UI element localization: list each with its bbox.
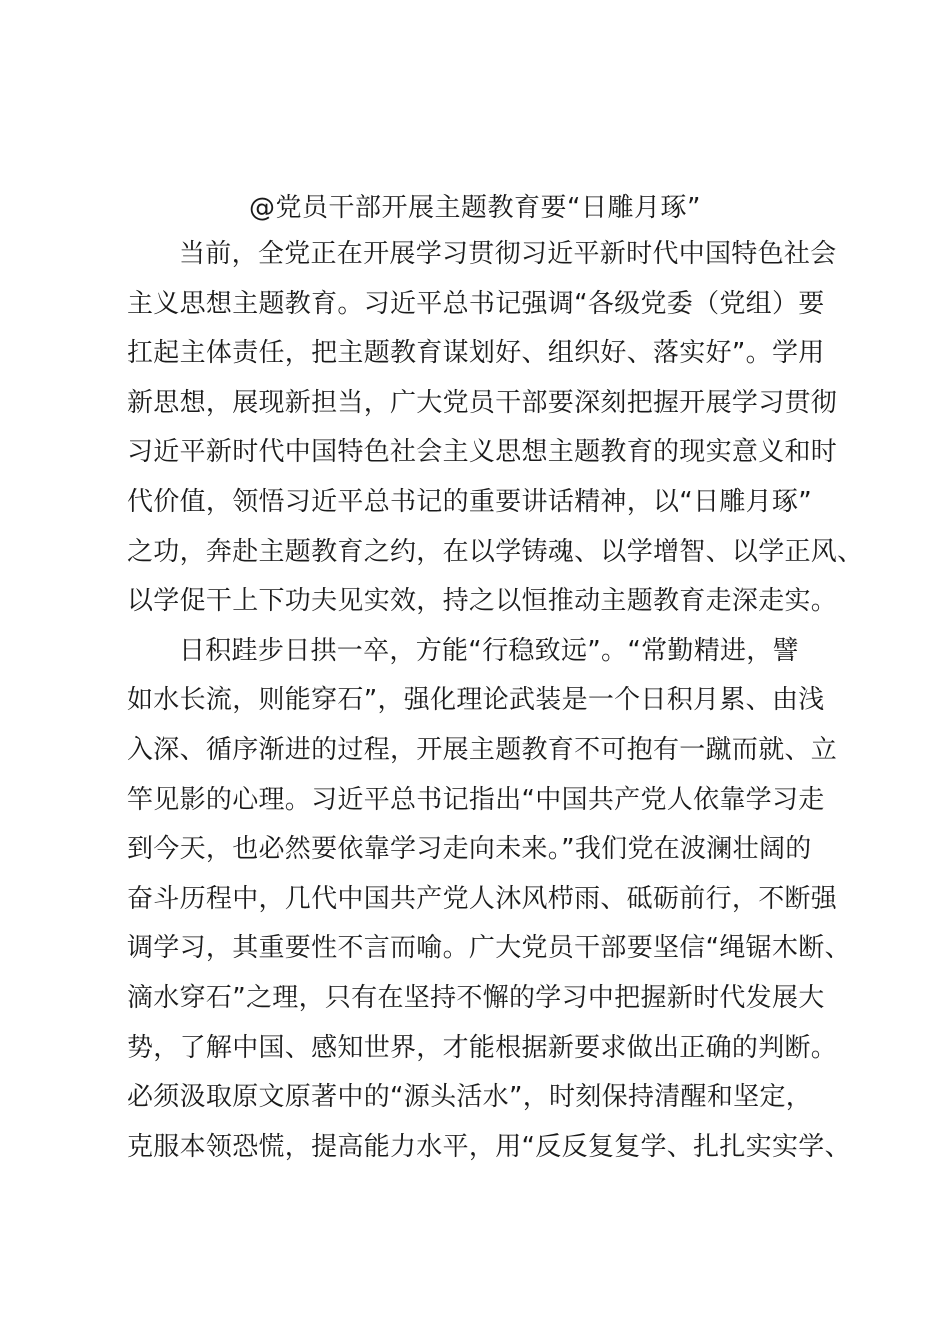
document-title: @党员干部开展主题教育要“日雕月琢” [249, 193, 701, 223]
text-line: 滴水穿石”之理，只有在坚持不懈的学习中把握新时代发展大 [127, 982, 825, 1013]
text-line: 以学促干上下功夫见实效，持之以恒推动主题教育走深走实。 [127, 586, 838, 617]
text-line: 奋斗历程中，几代中国共产党人沐风栉雨、砥砺前行，不断强 [127, 883, 838, 914]
document-body [127, 230, 864, 1172]
text-line: 扛起主体责任，把主题教育谋划好、组织好、落实好”。学用 [127, 338, 825, 369]
text-line: 入深、循序渐进的过程，开展主题教育不可抱有一蹴而就、立 [127, 734, 838, 765]
paragraph-2 [127, 627, 851, 1173]
text-line: 新思想，展现新担当，广大党员干部要深刻把握开展学习贯彻 [127, 387, 838, 418]
text-line: 到今天，也必然要依靠学习走向未来。”我们党在波澜壮阔的 [127, 834, 812, 865]
text-line: 必须汲取原文原著中的“源头活水”，时刻保持清醒和坚定， [127, 1082, 813, 1113]
paragraph-1 [127, 230, 864, 627]
text-line: 调学习，其重要性不言而喻。广大党员干部要坚信“绳锯木断、 [127, 933, 851, 964]
text-line: 如水长流，则能穿石”，强化理论武装是一个日积月累、由浅 [127, 685, 825, 716]
text-line: 日积跬步日拱一卒，方能“行稳致远”。“常勤精进，譬 [179, 635, 799, 666]
text-line: 当前，全党正在开展学习贯彻习近平新时代中国特色社会 [179, 239, 837, 269]
text-line: 势，了解中国、感知世界，才能根据新要求做出正确的判断。 [127, 1032, 838, 1063]
text-line: 竿见影的心理。习近平总书记指出“中国共产党人依靠学习走 [127, 784, 825, 815]
text-line: 代价值，领悟习近平总书记的重要讲话精神，以“日雕月琢” [127, 486, 813, 517]
text-line: 克服本领恐慌，提高能力水平，用“反反复复学、扎扎实实学、 [127, 1131, 851, 1162]
text-line: 习近平新时代中国特色社会主义思想主题教育的现实意义和时 [127, 437, 838, 468]
text-line: 之功，奔赴主题教育之约，在以学铸魂、以学增智、以学正风、 [127, 536, 864, 567]
text-line: 主义思想主题教育。习近平总书记强调“各级党委（党组）要 [127, 288, 825, 319]
